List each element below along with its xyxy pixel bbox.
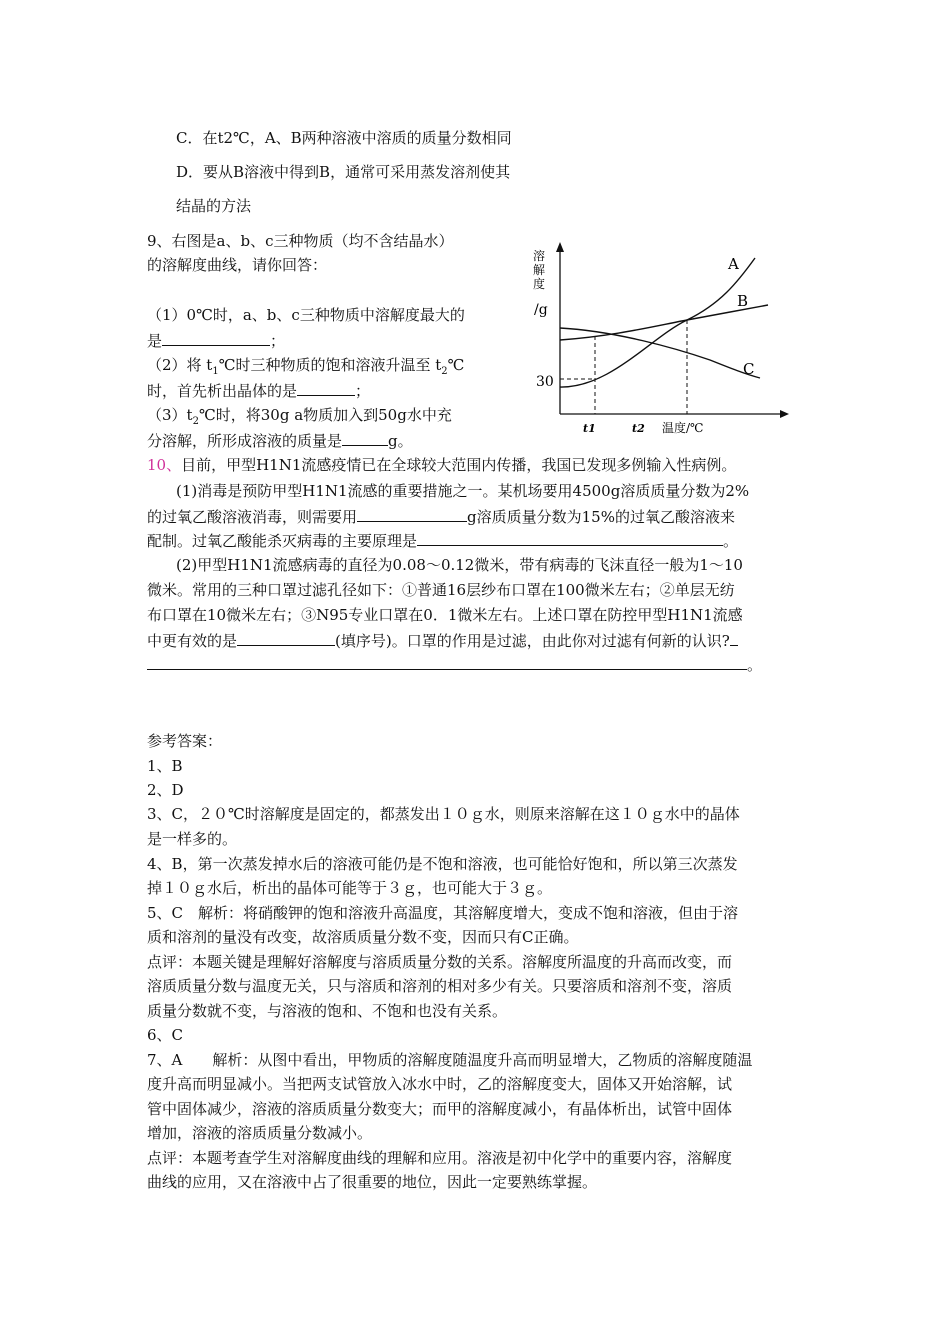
answer-7-line2: 度升高而明显减小。当把两支试管放入冰水中时，乙的溶解度变大，固体又开始溶解，试 [147,1075,733,1093]
answer-4-line1: 4、B，第一次蒸发掉水后的溶液可能仍是不饱和溶液，也可能恰好饱和，所以第三次蒸发 [147,855,738,873]
ylabel-char-3: 度 [533,277,546,291]
answer-5-line4: 溶质质量分数与温度无关，只与溶质和溶剂的相对多少有关。只要溶质和溶剂不变，溶质 [147,977,733,995]
y-tick-30: 30 [536,374,554,390]
option-d-line1: D．要从B溶液中得到B，通常可采用蒸发溶剂使其 [176,163,511,181]
q9-line1: 9、右图是a、b、c三种物质（均不含结晶水） [147,232,454,250]
answer-5-line2: 质和溶剂的量没有改变，故溶质质量分数不变，因而只有C正确。 [147,928,579,946]
q9-answer1-blank[interactable] [162,330,270,346]
x-axis-arrow [780,410,789,418]
ylabel-char-1: 溶 [533,249,546,263]
q10-principle-blank[interactable] [417,530,723,546]
q10-p1-line1: (1)消毒是预防甲型H1N1流感的重要措施之一。某机场要用4500g溶质质量分数为2% [176,482,750,500]
solubility-chart [525,238,790,438]
x-tick-t2: t2 [632,422,645,435]
q9-part1-line2: 是 ； [147,332,286,350]
option-d-line2: 结晶的方法 [176,197,252,215]
answer-3-line2: 是一样多的。 [147,830,238,848]
q9-part2-line1: （2）将 $t_1℃$时三种物质的饱和溶液升温至 $t_2℃$ [147,356,465,377]
answer-3-line1: 3、C，２０℃时溶解度是固定的，都蒸发出１０ｇ水，则原来溶解在这１０ｇ水中的晶体 [147,805,740,823]
q9-part3-line1: $(3)t_2℃$时，将30g a物质加入到50g水中充 [147,406,452,427]
ylabel-char-2: 解 [533,263,546,277]
series-label-b: B [737,292,749,310]
q10-p1-line3: 配制。过氧乙酸能杀灭病毒的主要原理是 。 [147,532,739,550]
q10-p1-line2: 的过氧乙酸溶液消毒，则需要用 g溶质质量分数为15%的过氧乙酸溶液来 [147,508,735,526]
q9-answer2-blank[interactable] [297,380,355,396]
q10-p2-line3: 布口罩在10微米左右；③N95专业口罩在0．1微米左右。上述口罩在防控甲型H1N1流感 [147,606,743,624]
q10-filtration-blank[interactable] [147,654,747,670]
q9-part1-line1: （1）0℃时，a、b、c三种物质中溶解度最大的 [147,306,465,324]
answer-4-line2: 掉１０ｇ水后，析出的晶体可能等于３ｇ，也可能大于３ｇ。 [147,879,553,897]
answer-7-line1: 7、A 解析：从图中看出，甲物质的溶解度随温度升高而明显增大，乙物质的溶解度随温 [147,1051,753,1069]
answer-7-line5: 点评：本题考查学生对溶解度曲线的理解和应用。溶液是初中化学中的重要内容，溶解度 [147,1149,733,1167]
q10-intro: 10、目前，甲型H1N1流感疫情已在全球较大范围内传播，我国已发现多例输入性病例。 [147,456,737,474]
q10-p2-line5: 。 [147,654,762,675]
answer-2: 2、D [147,781,184,799]
curve-c [560,328,760,378]
q9-line2: 的溶解度曲线，请你回答： [147,256,328,274]
q9-answer3-blank[interactable] [342,430,388,446]
q10-p2-line2: 微米。常用的三种口罩过滤孔径如下：①普通16层纱布口罩在100微米左右；②单层无纺 [147,581,735,599]
q10-mask-blank[interactable] [237,630,335,646]
q10-p2-line4: 中更有效的是 (填序号)。口罩的作用是过滤，由此你对过滤有何新的认识? [147,630,738,651]
y-axis-arrow [556,242,564,252]
answers-heading: 参考答案： [147,732,223,750]
option-c: C．在t2℃，A、B两种溶液中溶质的质量分数相同 [176,129,512,147]
answer-5-line5: 质量分数就不变，与溶液的饱和、不饱和也没有关系。 [147,1002,508,1020]
x-label: 温度/℃ [662,421,704,435]
answer-7-line4: 增加，溶液的溶质质量分数减小。 [147,1124,373,1142]
x-tick-t1: t1 [583,422,596,435]
curve-a [560,258,755,387]
answer-6: 6、C [147,1026,184,1044]
answer-5-line3: 点评：本题关键是理解好溶解度与溶质质量分数的关系。溶解度所温度的升高而改变，而 [147,953,733,971]
answer-5-line1: 5、C 解析：将硝酸钾的饱和溶液升高温度，其溶解度增大，变成不饱和溶液，但由于溶 [147,904,739,922]
answer-1: 1、B [147,757,183,775]
q10-mass-blank[interactable] [357,506,467,522]
q9-part2-line2: 时，首先析出晶体的是 ； [147,382,371,400]
answer-7-line6: 曲线的应用，又在溶液中占了很重要的地位，因此一定要熟练掌握。 [147,1173,598,1191]
series-label-c: C [743,360,755,378]
series-label-a: A [728,255,739,273]
q10-p2-line1: (2)甲型H1N1流感病毒的直径为0.08～0.12微米，带有病毒的飞沫直径一般为1～10 [176,556,743,574]
y-unit: /g [534,302,548,318]
answer-7-line3: 管中固体减少，溶液的溶质质量分数变大；而甲的溶解度减小，有晶体析出，试管中固体 [147,1100,733,1118]
q9-part3-line2: 分溶解，所形成溶液的质量是 g。 [147,432,413,450]
